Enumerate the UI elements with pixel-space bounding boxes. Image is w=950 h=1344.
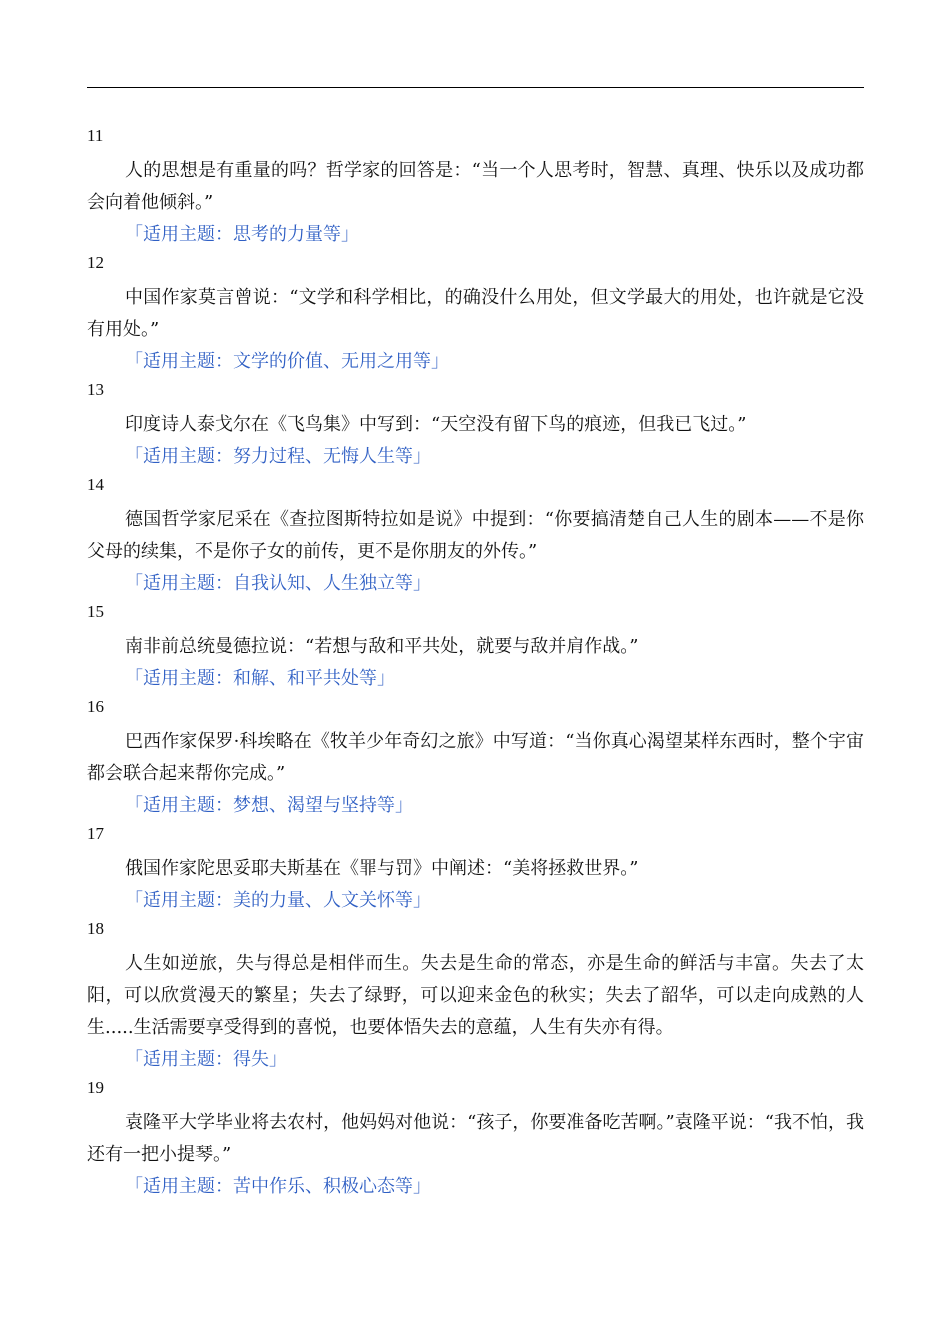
entry-text: 南非前总统曼德拉说：“若想与敌和平共处，就要与敌并肩作战。”: [125, 636, 639, 657]
entry-number: 18: [87, 919, 104, 938]
entry-theme: 「适用主题：梦想、渴望与坚持等」: [125, 795, 413, 816]
entry-number: 16: [87, 697, 104, 716]
entry-text: 中国作家莫言曾说：“文学和科学相比，的确没什么用处，但文学最大的用处，也许就是它没有用处。”: [87, 287, 864, 340]
entry-text: 巴西作家保罗·科埃略在《牧羊少年奇幻之旅》中写道：“当你真心渴望某样东西时，整个宇宙都会联合起来帮你完成。”: [87, 731, 864, 784]
entry-number: 15: [87, 602, 104, 621]
entry-number: 14: [87, 475, 104, 494]
document-body: [87, 124, 864, 1203]
entry-theme: 「适用主题：自我认知、人生独立等」: [125, 573, 431, 594]
entry-text: 人的思想是有重量的吗？哲学家的回答是：“当一个人思考时，智慧、真理、快乐以及成功都会向着他倾斜。”: [87, 160, 864, 213]
entry-15: [87, 600, 864, 695]
entry-13: [87, 378, 864, 473]
entry-11: [87, 124, 864, 251]
entry-text: 德国哲学家尼采在《查拉图斯特拉如是说》中提到：“你要搞清楚自己人生的剧本——不是你父母的续集，不是你子女的前传，更不是你朋友的外传。”: [87, 509, 864, 562]
entry-theme: 「适用主题：美的力量、人文关怀等」: [125, 890, 431, 911]
entry-text: 袁隆平大学毕业将去农村，他妈妈对他说：“孩子，你要准备吃苦啊。”袁隆平说：“我不怕，我还有一把小提琴。”: [87, 1112, 864, 1165]
entry-12: [87, 251, 864, 378]
entry-17: [87, 822, 864, 917]
header-rule: [87, 87, 864, 88]
entry-text: 印度诗人泰戈尔在《飞鸟集》中写到：“天空没有留下鸟的痕迹，但我已飞过。”: [125, 414, 747, 435]
entry-number: 19: [87, 1078, 104, 1097]
entry-theme: 「适用主题：思考的力量等」: [125, 224, 359, 245]
entry-theme: 「适用主题：苦中作乐、积极心态等」: [125, 1176, 431, 1197]
entry-theme: 「适用主题：文学的价值、无用之用等」: [125, 351, 449, 372]
entry-number: 11: [87, 126, 104, 145]
entry-14: [87, 473, 864, 600]
entry-number: 12: [87, 253, 104, 272]
entry-number: 13: [87, 380, 104, 399]
entry-text: 人生如逆旅，失与得总是相伴而生。失去是生命的常态，亦是生命的鲜活与丰富。失去了太阳，可以欣赏漫天的繁星；失去了绿野，可以迎来金色的秋实；失去了韶华，可以走向成熟的人生.....生活需要享受得到的喜悦，也要体悟失去的意蕴，人生有失亦有得。: [87, 953, 864, 1038]
entry-number: 17: [87, 824, 104, 843]
entry-theme: 「适用主题：努力过程、无悔人生等」: [125, 446, 431, 467]
entry-theme: 「适用主题：和解、和平共处等」: [125, 668, 395, 689]
entry-text: 俄国作家陀思妥耶夫斯基在《罪与罚》中阐述：“美将拯救世界。”: [125, 858, 639, 879]
entry-16: [87, 695, 864, 822]
entry-18: [87, 917, 864, 1076]
entry-theme: 「适用主题：得失」: [125, 1049, 287, 1070]
entry-19: [87, 1076, 864, 1203]
